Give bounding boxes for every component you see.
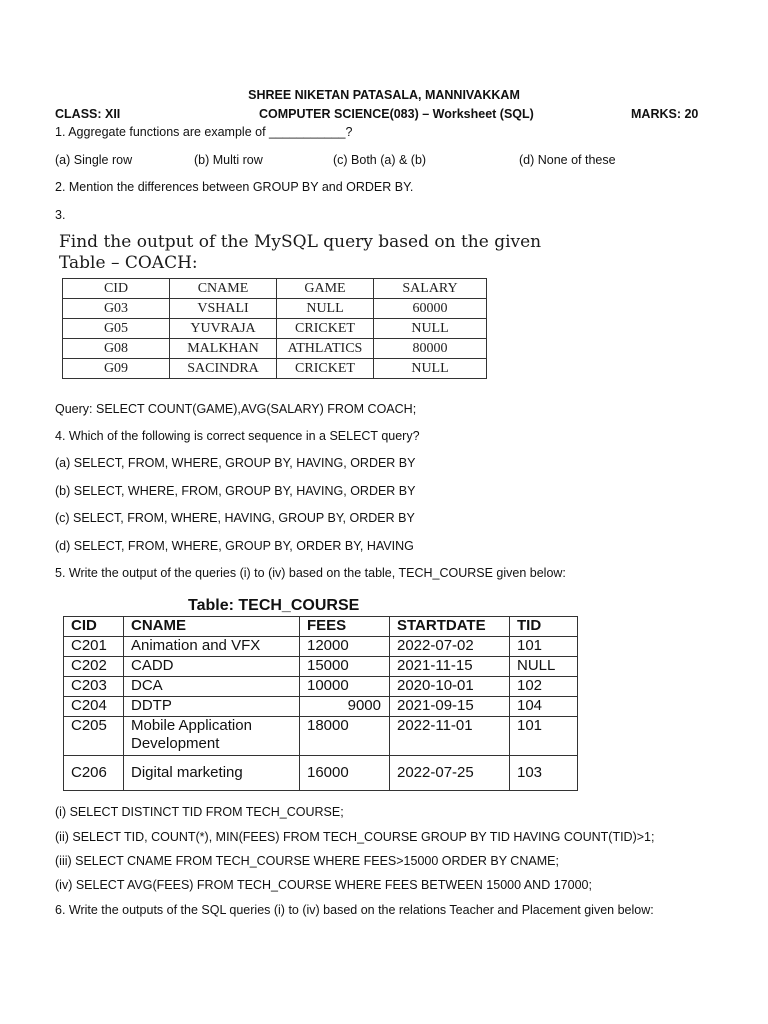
table-header-cell: CNAME bbox=[124, 617, 300, 637]
table-header-cell: CNAME bbox=[170, 279, 277, 299]
table-cell: CRICKET bbox=[277, 359, 374, 379]
table-cell: VSHALI bbox=[170, 299, 277, 319]
table-cell: 104 bbox=[510, 697, 578, 717]
table-cell: 18000 bbox=[300, 717, 390, 756]
coach-table-caption bbox=[59, 232, 541, 274]
table-cell: SACINDRA bbox=[170, 359, 277, 379]
table-row bbox=[63, 339, 487, 359]
question-4: 4. Which of the following is correct sequence in a SELECT query? bbox=[55, 429, 420, 443]
table-cell: C201 bbox=[64, 637, 124, 657]
table-row bbox=[63, 299, 487, 319]
q5-query-i: (i) SELECT DISTINCT TID FROM TECH_COURSE; bbox=[55, 805, 344, 819]
table-cell: YUVRAJA bbox=[170, 319, 277, 339]
table-cell: NULL bbox=[277, 299, 374, 319]
table-cell: 16000 bbox=[300, 756, 390, 791]
q4-option-c: (c) SELECT, FROM, WHERE, HAVING, GROUP BY, ORDER BY bbox=[55, 511, 415, 525]
table-row bbox=[64, 637, 578, 657]
table-header-cell: STARTDATE bbox=[390, 617, 510, 637]
table-cell: 2022-07-25 bbox=[390, 756, 510, 791]
table-cell: 2020-10-01 bbox=[390, 677, 510, 697]
table-cell: C203 bbox=[64, 677, 124, 697]
q5-query-iii: (iii) SELECT CNAME FROM TECH_COURSE WHERE FEES>15000 ORDER BY CNAME; bbox=[55, 854, 559, 868]
table-cell: C204 bbox=[64, 697, 124, 717]
table-cell: Digital marketing bbox=[124, 756, 300, 791]
table-header-cell: TID bbox=[510, 617, 578, 637]
table-cell: C206 bbox=[64, 756, 124, 791]
table-cell: MALKHAN bbox=[170, 339, 277, 359]
q1-option-c: (c) Both (a) & (b) bbox=[333, 153, 427, 167]
table-row bbox=[64, 677, 578, 697]
table-cell: CADD bbox=[124, 657, 300, 677]
q1-option-b: (b) Multi row bbox=[194, 153, 263, 167]
table-cell: 9000 bbox=[300, 697, 390, 717]
table-cell: 2021-11-15 bbox=[390, 657, 510, 677]
table-cell: DCA bbox=[124, 677, 300, 697]
q4-option-d: (d) SELECT, FROM, WHERE, GROUP BY, ORDER BY, HAVING bbox=[55, 539, 414, 553]
question-2: 2. Mention the differences between GROUP BY and ORDER BY. bbox=[55, 180, 414, 194]
table-header-cell: CID bbox=[63, 279, 170, 299]
table-header-cell: SALARY bbox=[374, 279, 487, 299]
table-header-cell: FEES bbox=[300, 617, 390, 637]
table-header-row bbox=[64, 617, 578, 637]
table-cell: 2021-09-15 bbox=[390, 697, 510, 717]
table-cell: 15000 bbox=[300, 657, 390, 677]
table-cell: G05 bbox=[63, 319, 170, 339]
table-row bbox=[63, 359, 487, 379]
q5-query-ii: (ii) SELECT TID, COUNT(*), MIN(FEES) FROM TECH_COURSE GROUP BY TID HAVING COUNT(TID)>1; bbox=[55, 830, 655, 844]
table-row bbox=[63, 319, 487, 339]
table-cell: 103 bbox=[510, 756, 578, 791]
q1-option-a: (a) Single row bbox=[55, 153, 133, 167]
table-cell: 60000 bbox=[374, 299, 487, 319]
table-row bbox=[64, 717, 578, 756]
table-cell: G09 bbox=[63, 359, 170, 379]
table-cell: 10000 bbox=[300, 677, 390, 697]
table-cell: 101 bbox=[510, 637, 578, 657]
table-cell: Animation and VFX bbox=[124, 637, 300, 657]
table-cell: C202 bbox=[64, 657, 124, 677]
table-header-cell: CID bbox=[64, 617, 124, 637]
school-name: SHREE NIKETAN PATASALA, MANNIVAKKAM bbox=[248, 88, 520, 102]
table-cell: ATHLATICS bbox=[277, 339, 374, 359]
table-header-row bbox=[63, 279, 487, 299]
question-1: 1. Aggregate functions are example of ___________? bbox=[55, 125, 353, 139]
q1-option-d: (d) None of these bbox=[519, 153, 616, 167]
table-cell: CRICKET bbox=[277, 319, 374, 339]
table-cell: 80000 bbox=[374, 339, 487, 359]
marks-label: MARKS: 20 bbox=[631, 107, 699, 121]
q4-option-b: (b) SELECT, WHERE, FROM, GROUP BY, HAVING, ORDER BY bbox=[55, 484, 416, 498]
question-3-number: 3. bbox=[55, 208, 66, 222]
table-cell: 2022-07-02 bbox=[390, 637, 510, 657]
table-cell: 2022-11-01 bbox=[390, 717, 510, 756]
coach-caption-line-2: Table – COACH: bbox=[59, 253, 198, 273]
table-cell: Mobile Application Development bbox=[124, 717, 300, 756]
coach-query: Query: SELECT COUNT(GAME),AVG(SALARY) FROM COACH; bbox=[55, 402, 417, 416]
coach-caption-line-1: Find the output of the MySQL query based on the given bbox=[59, 232, 542, 252]
table-cell: C205 bbox=[64, 717, 124, 756]
table-cell: NULL bbox=[374, 319, 487, 339]
table-cell: 12000 bbox=[300, 637, 390, 657]
subject-title: COMPUTER SCIENCE(083) – Worksheet (SQL) bbox=[259, 107, 534, 121]
table-cell: NULL bbox=[510, 657, 578, 677]
q4-option-a: (a) SELECT, FROM, WHERE, GROUP BY, HAVING, ORDER BY bbox=[55, 456, 416, 470]
table-cell: NULL bbox=[374, 359, 487, 379]
question-5: 5. Write the output of the queries (i) to (iv) based on the table, TECH_COURSE given below: bbox=[55, 566, 566, 580]
class-label: CLASS: XII bbox=[55, 107, 121, 121]
q5-query-iv: (iv) SELECT AVG(FEES) FROM TECH_COURSE WHERE FEES BETWEEN 15000 AND 17000; bbox=[55, 878, 592, 892]
table-row bbox=[64, 756, 578, 791]
table-cell: G03 bbox=[63, 299, 170, 319]
question-6: 6. Write the outputs of the SQL queries (i) to (iv) based on the relations Teacher and Placement given below: bbox=[55, 903, 654, 917]
table-cell: 102 bbox=[510, 677, 578, 697]
table-cell: G08 bbox=[63, 339, 170, 359]
table-cell: DDTP bbox=[124, 697, 300, 717]
table-row bbox=[64, 697, 578, 717]
coach-table bbox=[62, 278, 487, 379]
table-cell: 101 bbox=[510, 717, 578, 756]
tech-course-table-title: Table: TECH_COURSE bbox=[188, 597, 360, 614]
table-row bbox=[64, 657, 578, 677]
tech-course-table bbox=[63, 616, 578, 791]
table-header-cell: GAME bbox=[277, 279, 374, 299]
